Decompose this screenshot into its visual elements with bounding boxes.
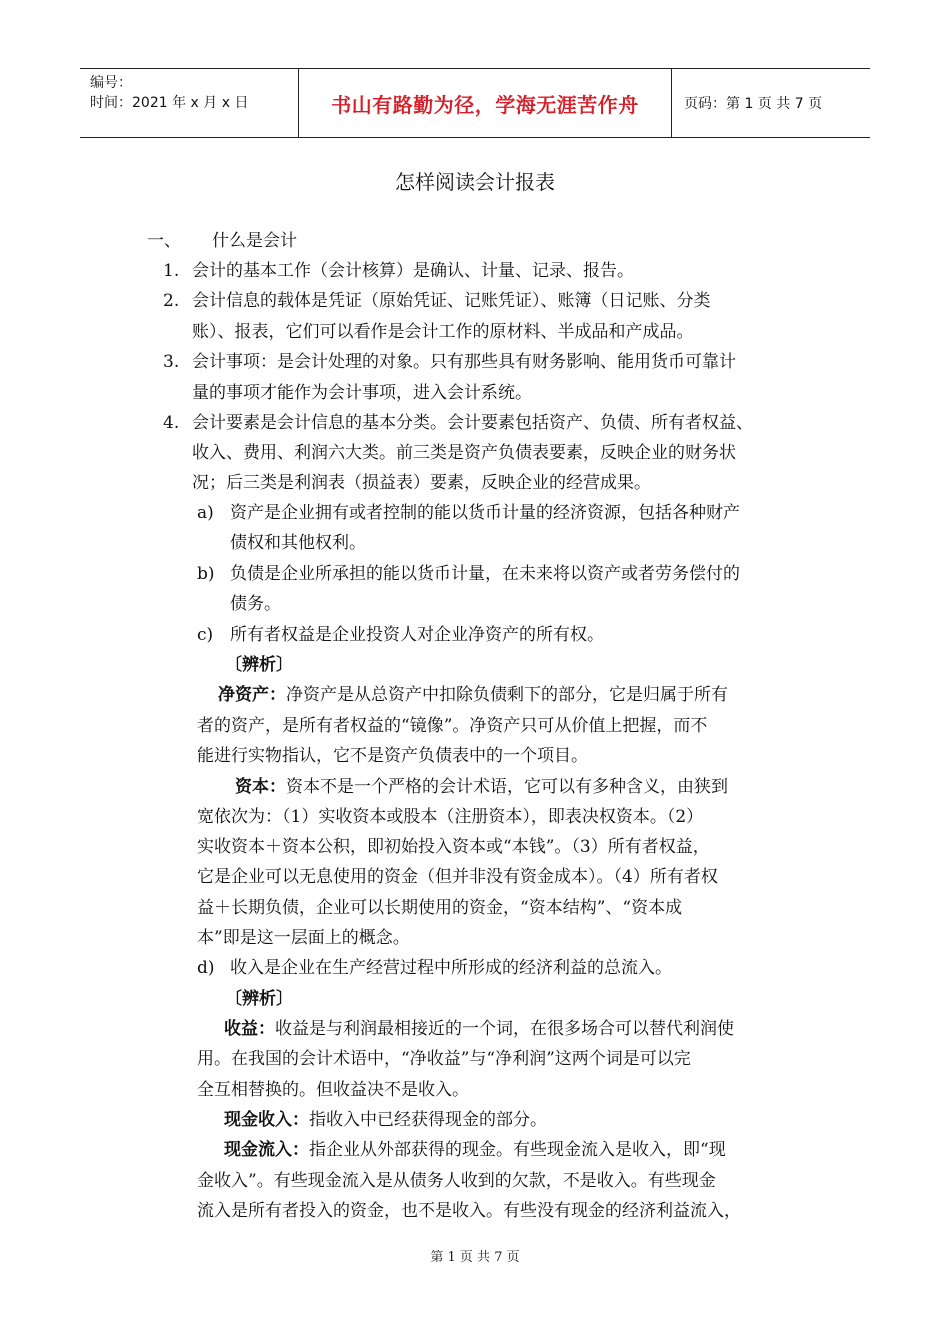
header-page-info: 页码：第 1 页 共 7 页 [684,96,823,112]
subitem-text: 债权和其他权利。 [230,533,366,553]
subitem-letter: b) [197,564,215,584]
item-number: 2. [163,291,180,311]
term-cash-inflow: 现金流入： [224,1140,309,1160]
term-income: 收益： [224,1019,275,1039]
paragraph-text: 宽依次为：（1）实收资本或股本（注册资本），即表决权资本。（2） [197,807,704,827]
analysis-label: 〔辨析〕 [225,655,293,675]
paragraph-text: 指企业从外部获得的现金。有些现金流入是收入，即“现 [309,1140,726,1160]
header-table [80,68,870,138]
paragraph-text: 净资产是从总资产中扣除负债剩下的部分，它是归属于所有 [286,685,728,705]
cash-inflow-paragraph [224,1139,726,1161]
header-left-cell [80,69,299,137]
subitem-letter: c) [197,625,214,645]
paragraph-text: 它是企业可以无息使用的资金（但并非没有资金成本）。（4）所有者权 [197,867,718,887]
document-title: 怎样阅读会计报表 [395,170,555,194]
item-text: 量的事项才能作为会计事项，进入会计系统。 [192,383,532,403]
subitem-text: 收入是企业在生产经营过程中所形成的经济利益的总流入。 [230,958,672,978]
paragraph-text: 能进行实物指认，它不是资产负债表中的一个项目。 [197,746,588,766]
header-motto: 书山有路勤为径，学海无涯苦作舟 [299,69,672,137]
income-paragraph [224,1018,734,1040]
item-text: 会计要素是会计信息的基本分类。会计要素包括资产、负债、所有者权益、 [192,413,753,433]
section-number: 一、 [147,231,181,251]
subitem-text: 债务。 [230,594,281,614]
cash-income-paragraph [224,1109,547,1131]
date-label: 时间：2021 年 x 月 x 日 [90,95,249,111]
item-number: 3. [163,352,180,372]
paragraph-text: 实收资本＋资本公积，即初始投入资本或“本钱”。（3）所有者权益， [197,837,710,857]
paragraph-text: 收益是与利润最相接近的一个词，在很多场合可以替代利润使 [275,1019,734,1039]
item-text: 收入、费用、利润六大类。前三类是资产负债表要素，反映企业的财务状 [192,443,736,463]
paragraph-text: 本”即是这一层面上的概念。 [197,928,410,948]
subitem-text: 资产是企业拥有或者控制的能以货币计量的经济资源，包括各种财产 [230,503,740,523]
analysis-label: 〔辨析〕 [225,989,293,1009]
item-text: 会计事项：是会计处理的对象。只有那些具有财务影响、能用货币可靠计 [192,352,736,372]
paragraph-text: 益＋长期负债，企业可以长期使用的资金，“资本结构”、“资本成 [197,898,683,918]
subitem-letter: a) [197,503,214,523]
paragraph-text: 全互相替换的。但收益决不是收入。 [197,1080,469,1100]
term-cash-income: 现金收入： [224,1110,309,1130]
item-number: 4. [163,413,180,433]
item-text: 会计信息的载体是凭证（原始凭证、记账凭证）、账簿（日记账、分类 [192,291,711,311]
section-heading: 什么是会计 [212,231,297,251]
paragraph-text: 流入是所有者投入的资金，也不是收入。有些没有现金的经济利益流入， [197,1201,741,1221]
net-assets-paragraph [218,684,728,706]
item-text: 况；后三类是利润表（损益表）要素，反映企业的经营成果。 [192,473,651,493]
paragraph-text: 用。在我国的会计术语中，“净收益”与“净利润”这两个词是可以完 [197,1049,691,1069]
subitem-text: 所有者权益是企业投资人对企业净资产的所有权。 [230,625,604,645]
term-capital: 资本： [235,777,286,797]
paragraph-text: 者的资产，是所有者权益的“镜像”。净资产只可从价值上把握，而不 [197,716,708,736]
subitem-letter: d) [197,958,215,978]
item-text: 账）、报表，它们可以看作是会计工作的原材料、半成品和产成品。 [192,322,694,342]
page-footer: 第 1 页 共 7 页 [430,1250,520,1265]
paragraph-text: 资本不是一个严格的会计术语，它可以有多种含义，由狭到 [286,777,728,797]
capital-paragraph [235,776,728,798]
paragraph-text: 金收入”。有些现金流入是从债务人收到的欠款，不是收入。有些现金 [197,1171,716,1191]
number-label: 编号： [90,75,132,91]
paragraph-text: 指收入中已经获得现金的部分。 [309,1110,547,1130]
item-text: 会计的基本工作（会计核算）是确认、计量、记录、报告。 [192,261,634,281]
subitem-text: 负债是企业所承担的能以货币计量，在未来将以资产或者劳务偿付的 [230,564,740,584]
item-number: 1. [163,261,180,281]
term-net-assets: 净资产： [218,685,286,705]
